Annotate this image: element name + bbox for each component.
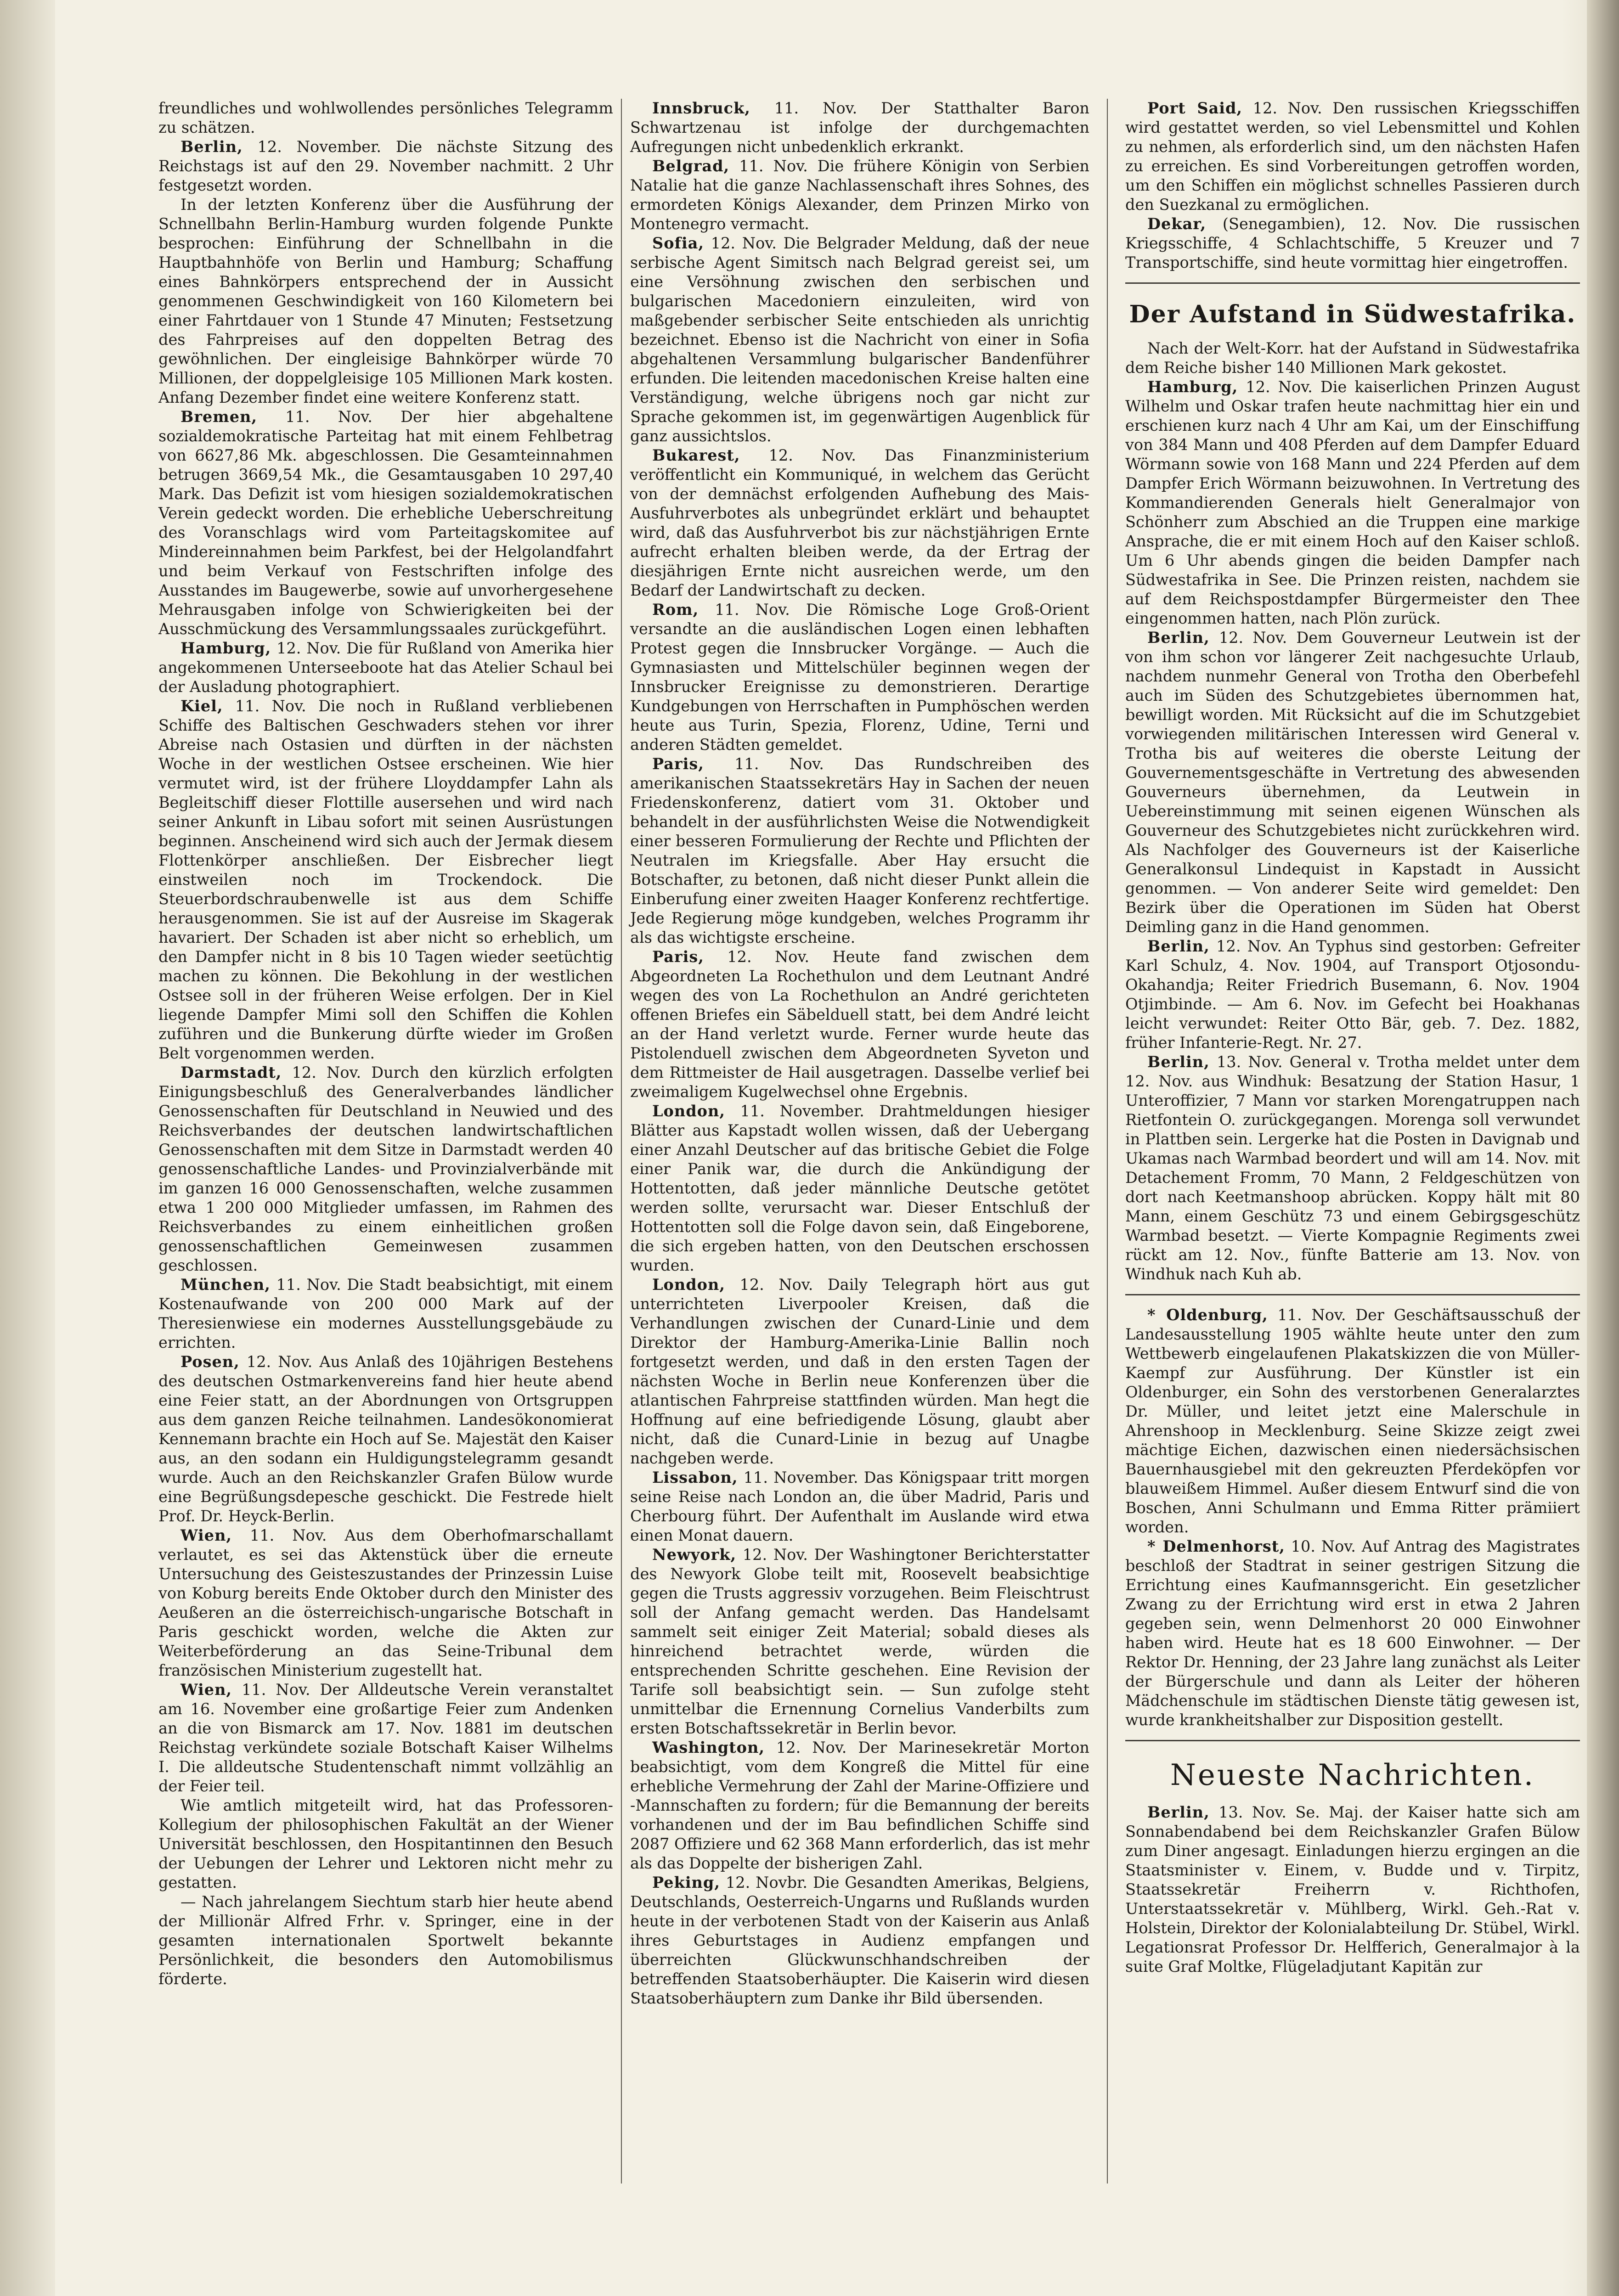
dateline: Wien, [181,1526,232,1544]
news-paragraph [158,99,613,137]
news-text: 12. Novbr. Die Gesandten Amerikas, Belgiens, Deutschlands, Oesterreich-Ungarns und Rußlands wurden heute in der verbotenen Stadt von der Kaiserin aus Anlaß ihres Geburtstages in Audienz empfangen und überreichten Glückwunschhandschreiben der betreffenden Staatsoberhäupter. Die Kaiserin wird diesen Staatsoberhäuptern zum Danke ihr Bild übersenden. [630,1874,1089,2007]
news-item [630,600,1089,754]
news-text: 12. Nov. Aus Anlaß des 10jährigen Bestehens des deutschen Ostmarkenvereins fand hier heute abend eine Feier statt, an der Abordnungen von Ortsgruppen aus dem ganzen Reiche teilnahmen. Landesökonomierat Kennemann brachte ein Hoch auf Se. Majestät den Kaiser aus, an den sodann ein Huldigungstelegramm gesandt wurde. Auch an den Reichskanzler Grafen Bülow wurde eine Begrüßungsdepesche geschickt. Die Festrede hielt Prof. Dr. Heyck-Berlin. [158,1353,613,1525]
dateline: * Delmenhorst, [1147,1537,1285,1555]
news-text: 11. Nov. Der Statthalter Baron Schwartzenau ist infolge der durchgemachten Aufregungen nicht unbedenklich erkrankt. [630,99,1089,156]
news-text: 11. Nov. Die Stadt beabsichtigt, mit einem Kostenaufwande von 200 000 Mark auf der Theresienwiese ein modernes Ausstellungsgebäude zu errichten. [158,1276,613,1351]
news-item [158,137,613,195]
news-text: 11. Nov. Aus dem Oberhofmarschallamt verlautet, es sei das Aktenstück über die erneute Untersuchung des Geisteszustandes der Prinzessin Luise von Koburg bereits Ende Oktober durch den Minister des Aeußeren an die österreichisch-ungarische Botschaft in Paris geschickt worden, welche die Akten zur Weiterbeförderung an das Seine-Tribunal dem französischen Ministerium zugestellt hat. [158,1526,613,1679]
news-item [630,1738,1089,1873]
section-separator [1125,282,1580,284]
news-item [630,1873,1089,2008]
news-text: 12. Nov. An Typhus sind gestorben: Gefreiter Karl Schulz, 4. Nov. 1904, auf Transport Otjosondu-Okahandja; Reiter Friedrich Busemann, 6. Nov. 1904 Otjimbinde. — Am 6. Nov. im Gefecht bei Hoakhanas leicht verwundet: Reiter Otto Bär, geb. 7. Dez. 1882, früher Infanterie-Regt. Nr. 27. [1125,937,1580,1052]
news-paragraph [158,1892,613,1989]
column-3-local-news [1125,1306,1580,1730]
dateline: Dekar, [1147,215,1207,233]
column-3-latest-news [1125,1803,1580,1976]
news-item [1125,1537,1580,1730]
news-text: Nach der Welt-Korr. hat der Aufstand in Südwestafrika dem Reiche bisher 140 Millionen Mark gekostet. [1125,339,1580,377]
news-text: 10. Nov. Auf Antrag des Magistrates beschloß der Stadtrat in seiner gestrigen Sitzung die Errichtung eines Kaufmannsgericht. Ein gesetzlicher Zwang zu der Errichtung wird erst in etwa 2 Jahren gegeben sein, wenn Delmenhorst 20 000 Einwohner haben wird. Heute hat es 18 600 Einwohner. — Der Rektor Dr. Henning, der 23 Jahre lang zunächst als Leiter der Bürgerschule und dann als Leiter der höheren Mädchenschule im städtischen Dienste tätig gewesen ist, wurde krankheitshalber zur Disposition gestellt. [1125,1537,1580,1729]
news-text: 12. Nov. Der Washingtoner Berichterstatter des Newyork Globe teilt mit, Roosevelt beabsichtige gegen die Trusts aggressiv vorzugehen. Beim Fleischtrust soll der Anfang gemacht werden. Das Handelsamt sammelt seit einiger Zeit Material; sobald dieses als hinreichend betrachtet werde, würden die entsprechenden Schritte geschehen. Eine Revision der Tarife soll beabsichtigt sein. — Sun zufolge steht unmittelbar die Ernennung Cornelius Vanderbilts zum ersten Botschaftssekretär in Berlin bevor. [630,1546,1089,1737]
dateline: Hamburg, [1147,378,1238,396]
dateline: Berlin, [1147,937,1210,955]
news-text: 11. Nov. Der Geschäftsausschuß der Landesausstellung 1905 wählte heute unter den zum Wettbewerb eingelaufenen Plakatskizzen die von Müller-Kaempf zur Ausführung. Der Künstler ist ein Oldenburger, ein Sohn des verstorbenen Generalarztes Dr. Müller, und leitet jetzt eine Malerschule in Ahrenshoop in Mecklenburg. Seine Skizze zeigt zwei mächtige Eichen, dazwischen einen niedersächsischen Bauernhausgiebel mit den gekreuzten Pferdeköpfen vor blauweißem Himmel. Außer diesem Entwurf sind die von Boschen, Anni Schulmann und Emma Ritter prämiiert worden. [1125,1306,1580,1536]
news-text: 12. Nov. Heute fand zwischen dem Abgeordneten La Rochethulon und dem Leutnant André wegen des von La Rochethulon an André gerichteten offenen Briefes ein Säbelduell statt, bei dem André leicht an der Hand verletzt wurde. Ferner wurde heute das Pistolenduell zwischen dem Abgeordneten Syveton und dem Rittmeister de Hail ausgetragen. Dasselbe verlief bei zweimaligem Kugelwechsel ohne Ergebnis. [630,948,1089,1101]
dateline: London, [652,1276,726,1294]
binding-edge [0,0,55,2296]
news-text: 11. Nov. Die noch in Rußland verbliebenen Schiffe des Baltischen Geschwaders stehen vor ihrer Abreise nach Ostasien und dürften in der nächsten Woche in der westlichen Ostsee erscheinen. Wie hier vermutet wird, ist der frühere Lloyddampfer Lahn als Begleitschiff dieser Flottille ausersehen und wird nach seiner Ankunft in Libau sofort mit seinen Ausrüstungen beginnen. Anscheinend wird sich auch der Jermak diesem Flottenkörper anschließen. Der Eisbrecher liegt einstweilen noch im Trockendock. Die Steuerbordschraubenwelle ist aus dem Schiffe herausgenommen. Sie ist auf der Ausreise im Skagerak havariert. Der Schaden ist aber nicht so erheblich, um den Dampfer nicht in 8 bis 10 Tagen wieder seetüchtig machen zu können. Die Bekohlung in der westlichen Ostsee soll in der früheren Weise erfolgen. Der in Kiel liegende Dampfer Mimi soll den Schiffen die Kohlen zuführen und die Bunkerung dürfte wieder im Großen Belt vorgenommen werden. [158,697,613,1062]
news-text: 11. Nov. Das Rundschreiben des amerikanischen Staatssekretärs Hay in Sachen der neuen Friedenskonferenz, datiert vom 31. Oktober und behandelt in der ausführlichsten Weise die Notwendigkeit einer besseren Formulierung der Rechte und Pflichten der Neutralen im Kriegsfalle. Aber Hay ersucht die Botschafter, zu betonen, daß nicht dieser Punkt allein die Einberufung einer zweiten Haager Konferenz rechtfertige. Jede Regierung möge kundgeben, welches Programm ihr als das wichtigste erscheine. [630,755,1089,946]
news-text: 11. Nov. Die Römische Loge Groß-Orient versandte an die ausländischen Logen einen lebhaften Protest gegen die Innsbrucker Vorgänge. — Auch die Gymnasiasten und Mittelschüler beginnen wegen der Innsbrucker Ereignisse zu demonstrieren. Derartige Kundgebungen von Herrschaften in Pumphöschen werden heute aus Turin, Spezia, Florenz, Udine, Terni und anderen Städten gemeldet. [630,601,1089,754]
news-item [630,446,1089,600]
news-text: 12. November. Die nächste Sitzung des Reichstags ist auf den 29. November nachmitt. 2 Uhr festgesetzt worden. [158,138,613,194]
news-item [158,407,613,639]
news-text: In der letzten Konferenz über die Ausführung der Schnellbahn Berlin-Hamburg wurden folgende Punkte besprochen: Einführung der Schnellbahn in die Hauptbahnhöfe von Berlin und Hamburg; Schaffung eines Bahnkörpers entsprechend der in Aussicht genommenen Geschwindigkeit von 160 Kilometern bei einer Fahrtdauer von 1 Stunde 47 Minuten; Festsetzung des Fahrpreises auf den doppelten Betrag des gewöhnlichen. Der eingleisige Bahnkörper würde 70 Millionen, der doppelgleisige 105 Millionen Mark kosten. Anfang Dezember findet eine weitere Konferenz statt. [158,196,613,406]
news-text: Wie amtlich mitgeteilt wird, hat das Professoren-Kollegium der philosophischen Fakultät an der Wiener Universität beschlossen, den Hospitantinnen den Besuch der Uebungen der Lehrer und Lektoren nicht mehr zu gestatten. [158,1796,613,1891]
dateline: Bukarest, [652,446,740,464]
news-text: 12. Nov. Die kaiserlichen Prinzen August Wilhelm und Oskar trafen heute nachmittag hier ein und erschienen kurz nach 4 Uhr am Kai, um der Einschiffung von 384 Mann und 408 Pferden auf dem Dampfer Eduard Wörmann sowie von 168 Mann und 224 Pferden auf dem Dampfer Erich Wörmann beizuwohnen. In Vertretung des Kommandierenden Generals hielt Generalmajor von Schönherr zum Abschied an die Truppen eine markige Ansprache, die er mit einem Hoch auf den Kaiser schloß. Um 6 Uhr abends gingen die beiden Dampfer nach Südwestafrika in See. Die Prinzen reisten, nachdem sie auf dem Reichspostdampfer Bürgermeister den Thee eingenommen hatten, nach Plön zurück. [1125,378,1580,627]
news-text: (Senegambien), 12. Nov. Die russischen Kriegsschiffe, 4 Schlachtschiffe, 5 Kreuzer und 7 Transportschiffe, sind heute vormittag hier eingetroffen. [1125,215,1580,271]
news-item [1125,214,1580,272]
dateline: Wien, [181,1681,232,1699]
dateline: Bremen, [181,408,258,426]
dateline: Lissabon, [652,1469,738,1486]
news-item [1125,1803,1580,1976]
news-item [158,1275,613,1352]
column-1 [158,99,613,1989]
news-text: 12. Nov. Das Finanzministerium veröffentlicht ein Kommuniqué, in welchem das Gerücht von der demnächst erfolgenden Aufhebung des Mais-Ausfuhrverbotes als unbegründet erklärt und behauptet wird, daß das Ausfuhrverbot bis zur nächstjährigen Ernte aufrecht erhalten bleiben werde, da der Ertrag der diesjährigen Ernte nicht ausreichen werde, um den Bedarf der Landwirtschaft zu decken. [630,446,1089,599]
news-item [1125,1306,1580,1537]
news-item [158,1680,613,1796]
news-text: 12. Nov. Den russischen Kriegsschiffen wird gestattet werden, so viel Lebensmittel und Kohlen zu nehmen, als erforderlich sind, um den nächsten Hafen zu erreichen. Es sind Vorbereitungen getroffen worden, um den Schiffen ein möglichst schnelles Passieren durch den Suezkanal zu ermöglichen. [1125,99,1580,214]
news-item [630,1102,1089,1275]
news-item [1125,377,1580,628]
dateline: Washington, [652,1739,765,1756]
news-item [158,1526,613,1680]
dateline: Berlin, [1147,629,1210,647]
news-item [630,99,1089,157]
news-item [630,754,1089,947]
dateline: Hamburg, [181,639,271,657]
news-text: 11. November. Drahtmeldungen hiesiger Blätter aus Kapstadt wollen wissen, daß der Uebergang einer Anzahl Deutscher auf das britische Gebiet die Folge einer Panik war, die durch die Ankündigung der Hottentotten, daß jeder männliche Deutsche getötet werden sollte, verursacht war. Dieser Entschluß der Hottentotten soll die Folge davon sein, daß Eingeborene, die sich ergeben hatten, von den Deutschen erschossen wurden. [630,1102,1089,1274]
dateline: Berlin, [181,138,243,156]
dateline: Innsbruck, [652,99,750,117]
column-3-news [1125,99,1580,272]
dateline: Darmstadt, [181,1064,282,1081]
column-2 [630,99,1089,2008]
news-text: 12. Nov. Die für Rußland von Amerika hier angekommenen Unterseeboote hat das Atelier Schaul bei der Ausladung photographiert. [158,639,613,696]
news-text: 11. Nov. Die frühere Königin von Serbien Natalie hat die ganze Nachlassenschaft ihres Sohnes, des ermordeten Königs Alexander, dem Prinzen Mirko von Montenegro vermacht. [630,157,1089,233]
dateline: Newyork, [652,1546,737,1564]
dateline: * Oldenburg, [1147,1306,1268,1324]
news-item [1125,628,1580,937]
dateline: Berlin, [1147,1803,1210,1821]
section-title-uprising: Der Aufstand in Südwestafrika. [1129,300,1576,328]
news-text: 12. Nov. Der Marinesekretär Morton beabsichtigt, vom dem Kongreß die Mittel für eine erhebliche Vermehrung der Zahl der Marine-Offiziere und -Mannschaften zu fordern; für die Bemannung der bereits vorhandenen und der im Bau befindlichen Schiffe sind 2087 Offiziere und 62 368 Mann erforderlich, das ist mehr als das Doppelte der bisherigen Zahl. [630,1739,1089,1872]
news-item [630,1468,1089,1545]
news-item [158,1063,613,1275]
page-edge [1587,0,1619,2296]
news-paragraph [158,195,613,407]
news-text: 11. November. Das Königspaar tritt morgen seine Reise nach London an, die über Madrid, Paris und Cherbourg führt. Der Aufenthalt im Auslande wird etwa einen Monat dauern. [630,1469,1089,1544]
section-title-latest-news: Neueste Nachrichten. [1170,1758,1535,1792]
column-rule [621,99,622,2183]
news-text: — Nach jahrelangem Siechtum starb hier heute abend der Millionär Alfred Frhr. v. Springer, eine in der gesamten internationalen Sportwelt bekannte Persönlichkeit, die besonders den Automobilismus förderte. [158,1893,613,1988]
dateline: Paris, [652,948,704,966]
section-separator [1125,1740,1580,1741]
dateline: Posen, [181,1353,240,1371]
news-item [630,947,1089,1102]
dateline: London, [652,1102,726,1120]
column-rule [1107,99,1108,2183]
section-separator [1125,1294,1580,1295]
dateline: Kiel, [181,697,223,715]
news-text: 12. Nov. Dem Gouverneur Leutwein ist der von ihm schon vor längerer Zeit nachgesuchte Urlaub, nachdem nunmehr General von Trotha den Oberbefehl auch im Süden des Schutzgebietes übernommen hat, bewilligt worden. Mit Rücksicht auf die im Schutzgebiet vorwiegenden militärischen Interessen wird General v. Trotha bis auf weiteres die oberste Leitung der Gouvernementsgeschäfte in Vertretung des abwesenden Gouverneurs übernehmen, da Leutwein in Uebereinstimmung mit seinen eigenen Wünschen als Gouverneur des Schutzgebietes nicht zurückkehren wird. Als Nachfolger des Gouverneurs ist der Kaiserliche Generalkonsul Lindequist in Kapstadt in Aussicht genommen. — Von anderer Seite wird gemeldet: Den Bezirk über die Operationen im Süden hat Oberst Deimling ganz in die Hand genommen. [1125,629,1580,936]
news-text: 13. Nov. Se. Maj. der Kaiser hatte sich am Sonnabendabend bei dem Reichskanzler Grafen Bülow zum Diner angesagt. Einladungen hierzu ergingen an die Staatsminister v. Einem, v. Budde und v. Tirpitz, Staatssekretär Freiherrn v. Richthofen, Unterstaatssekretär v. Mühlberg, Wirkl. Geh.-Rat v. Holstein, Direktor der Kolonialabteilung Dr. Stübel, Wirkl. Legationsrat Professor Dr. Helfferich, Generalmajor à la suite Graf Moltke, Flügeladjutant Kapitän zur [1125,1803,1580,1975]
dateline: Sofia, [652,234,705,252]
news-text: 11. Nov. Der Alldeutsche Verein veranstaltet am 16. November eine großartige Feier zum Andenken an die von Bismarck am 17. Nov. 1881 im deutschen Reichstag verkündete soziale Botschaft Kaiser Wilhelms I. Die alldeutsche Studentenschaft nimmt vollzählig an der Feier teil. [158,1681,613,1795]
news-text: 12. Nov. Die Belgrader Meldung, daß der neue serbische Agent Simitsch nach Belgrad gereist sei, um eine Versöhnung zwischen den serbischen und bulgarischen Macedoniern einzuleiten, wird von maßgebender serbischer Seite entschieden als unrichtig bezeichnet. Ebenso ist die Nachricht von einer in Sofia abgehaltenen Versammlung bulgarischer Bandenführer erfunden. Die leitenden macedonischen Kreise halten eine Verständigung, welche übrigens noch gar nicht zur Sprache gekommen ist, im gegenwärtigen Augenblick für ganz aussichtslos. [630,234,1089,445]
dateline: Belgrad, [652,157,730,175]
news-text: freundliches und wohlwollendes persönliches Telegramm zu schätzen. [158,99,613,136]
news-item [630,234,1089,446]
news-text: 12. Nov. Daily Telegraph hört aus gut unterrichteten Liverpooler Kreisen, daß die Verhandlungen zwischen der Cunard-Linie und dem Direktor der Hamburg-Amerika-Linie Ballin noch fortgesetzt werden, und daß in den ersten Tagen der nächsten Woche in Berlin neue Konferenzen über die atlantischen Fahrpreise stattfinden würden. Man hegt die Hoffnung auf eine befriedigende Lösung, glaubt aber nicht, daß die Cunard-Linie in bezug auf Unagbe nachgeben werde. [630,1276,1089,1467]
news-text: 12. Nov. Durch den kürzlich erfolgten Einigungsbeschluß des Generalverbandes ländlicher Genossenschaften für Deutschland in Neuwied und des Reichsverbandes der deutschen landwirtschaftlichen Genossenschaften mit dem Sitze in Darmstadt werden 40 genossenschaftliche Landes- und Provinzialverbände mit im ganzen 16 000 Genossenschaften, welche zusammen etwa 1 200 000 Mitglieder umfassen, im Rahmen des Reichsverbandes zu einem einheitlichen großen genossenschaftlichen Gemeinwesen zusammen geschlossen. [158,1064,613,1274]
news-item [1125,937,1580,1052]
dateline: Port Said, [1147,99,1243,117]
news-paragraph [158,1796,613,1892]
dateline: Paris, [652,755,704,773]
dateline: Berlin, [1147,1053,1210,1071]
news-item [630,1545,1089,1738]
news-item [630,1275,1089,1468]
news-item [158,1352,613,1526]
dateline: Rom, [652,601,699,619]
news-item [158,697,613,1063]
news-item [1125,1052,1580,1284]
column-3 [1125,99,1580,1976]
dateline: Peking, [652,1874,720,1891]
news-item [158,639,613,697]
news-item [630,157,1089,234]
news-paragraph [1125,339,1580,377]
news-item [1125,99,1580,214]
news-text: 13. Nov. General v. Trotha meldet unter dem 12. Nov. aus Windhuk: Besatzung der Station Hasur, 1 Unteroffizier, 7 Mann vor starken Morengatruppen nach Rietfontein O. zurückgegangen. Morenga soll verwundet in Plattben sein. Lergerke hat die Posten in Davignab und Ukamas nach Warmbad beordert und will am 14. Nov. mit Detachement Fromm, 70 Mann, 2 Feldgeschützen von dort nach Keetmanshoop abrücken. Koppy hält mit 80 Mann, einem Geschütz 73 und einem Gebirgsgeschütz Warmbad besetzt. — Vierte Kompagnie Regiments zwei rückt am 12. Nov., fünfte Batterie am 13. Nov. von Windhuk nach Kuh ab. [1125,1053,1580,1283]
column-3-uprising-news [1125,339,1580,1284]
news-text: 11. Nov. Der hier abgehaltene sozialdemokratische Parteitag hat mit einem Fehlbetrag von 6627,86 Mk. abgeschlossen. Die Gesamteinnahmen betrugen 3669,54 Mk., die Gesamtausgaben 10 297,40 Mark. Das Defizit ist vom hiesigen sozialdemokratischen Verein gedeckt worden. Die erhebliche Ueberschreitung des Voranschlags wird vom Parteitagskomitee auf Mindereinnahmen beim Parkfest, bei der Helgolandfahrt und beim Verkauf von Festschriften infolge des Ausstandes im Baugewerbe, sowie auf unvorhergesehene Mehrausgaben infolge von Schwierigkeiten bei der Ausschmückung des Versammlungssaales zurückgeführt. [158,408,613,638]
dateline: München, [181,1276,271,1294]
